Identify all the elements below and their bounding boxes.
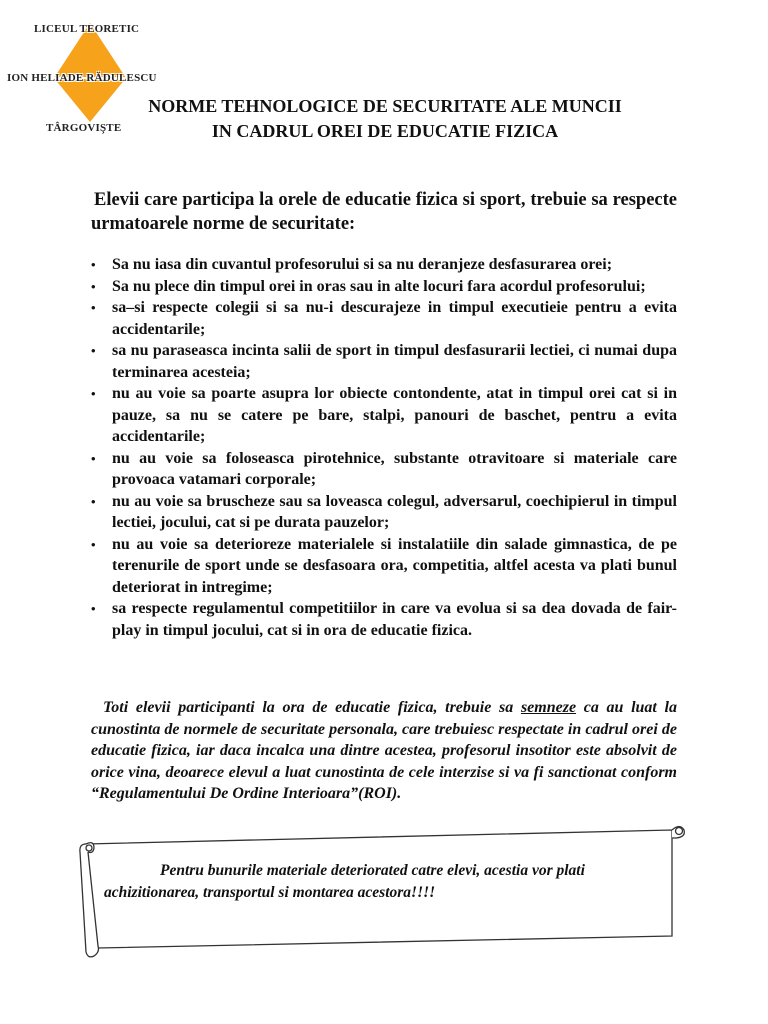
list-item [91, 598, 677, 641]
bullet-icon: • [91, 386, 96, 401]
note-regulation-reference: conform “Regulamentului De Ordine Interioara”(ROI) [91, 763, 677, 802]
list-item [91, 448, 677, 491]
list-item [91, 254, 677, 276]
bullet-icon: • [91, 300, 96, 315]
rule-text: nu au voie sa bruscheze sau sa loveasca colegul, adversarul, coechipierul in timpul lectiei, jocului, cat si pe durata pauzelor; [112, 492, 677, 531]
list-item [91, 340, 677, 383]
scroll-message: Pentru bunurile materiale deteriorated catre elevi, acestia vor plati achizitionarea, transportul si montarea acestora!!!! [104, 862, 585, 901]
title-line-1: NORME TEHNOLOGICE DE SECURITATE ALE MUNCII [148, 96, 622, 116]
scroll-banner [76, 820, 688, 960]
rules-list [91, 254, 677, 641]
bullet-icon: • [91, 278, 96, 294]
rule-text: nu au voie sa poarte asupra lor obiecte contondente, atat in timpul orei cat si in pauze, sa nu se catere pe bare, stalpi, panouri de baschet, pentru a evita accidentarile; [112, 385, 677, 445]
bullet-icon: • [91, 601, 96, 616]
bullet-icon: • [91, 536, 96, 552]
bullet-icon: • [91, 257, 96, 272]
logo-line-2: ION HELIADE RĂDULESCU [7, 72, 157, 84]
rule-text: sa nu paraseasca incinta salii de sport in timpul desfasurarii lectiei, ci numai dupa terminarea acesteia; [112, 342, 677, 381]
bullet-icon: • [91, 343, 96, 358]
list-item [91, 491, 677, 534]
bullet-icon: • [91, 493, 96, 509]
list-item [91, 383, 677, 448]
list-item [91, 297, 677, 340]
rule-text: nu au voie sa foloseasca pirotehnice, substante otravitoare si materiale care provoaca vatamari corporale; [112, 449, 677, 488]
page-title [100, 94, 670, 144]
signature-note [91, 697, 677, 805]
rule-text: nu au voie sa deterioreze materialele si instalatiile din salade gimnastica, de pe terenurile de sport unde se desfasoara ora, competitia, altfel acesta va plati bunul deteriorat in intregime; [112, 535, 677, 596]
logo-line-3: TÂRGOVIŞTE [46, 122, 122, 134]
note-text-1: Toti elevii participanti la ora de educatie fizica, trebuie sa [103, 699, 521, 716]
logo-line-1: LICEUL TEORETIC [34, 23, 140, 35]
title-line-2: IN CADRUL OREI DE EDUCATIE FIZICA [211, 121, 559, 141]
list-item [91, 276, 677, 298]
rule-text: Sa nu plece din timpul orei in oras sau in alte locuri fara acordul profesorului; [112, 277, 646, 295]
note-end: . [397, 785, 402, 802]
intro-paragraph: Elevii care participa la orele de educatie fizica si sport, trebuie sa respecte urmatoarele norme de securitate: [91, 190, 677, 234]
rule-text: sa–si respecte colegii si sa nu-i descurajeze in timpul executieie pentru a evita accidentarile; [112, 299, 677, 338]
list-item [91, 534, 677, 599]
rule-text: sa respecte regulamentul competitiilor in care va evolua si sa dea dovada de fair-play in timpul jocului, cat si in ora de educatie fizica. [112, 600, 677, 639]
note-underlined-word: semneze [520, 699, 577, 716]
bullet-icon: • [91, 450, 96, 466]
rule-text: Sa nu iasa din cuvantul profesorului si sa nu deranjeze desfasurarea orei; [112, 256, 613, 273]
note-text-2: ca au luat la cunostinta de normele de securitate personala, care trebuiesc respectate in cadrul orei de educatie fizica, iar daca incalca una dintre acestea, profesorul insotitor este absolvit de orice vina, deoarece elevul a luat cunostinta de cele interzise si va fi sanctionat [91, 699, 677, 781]
